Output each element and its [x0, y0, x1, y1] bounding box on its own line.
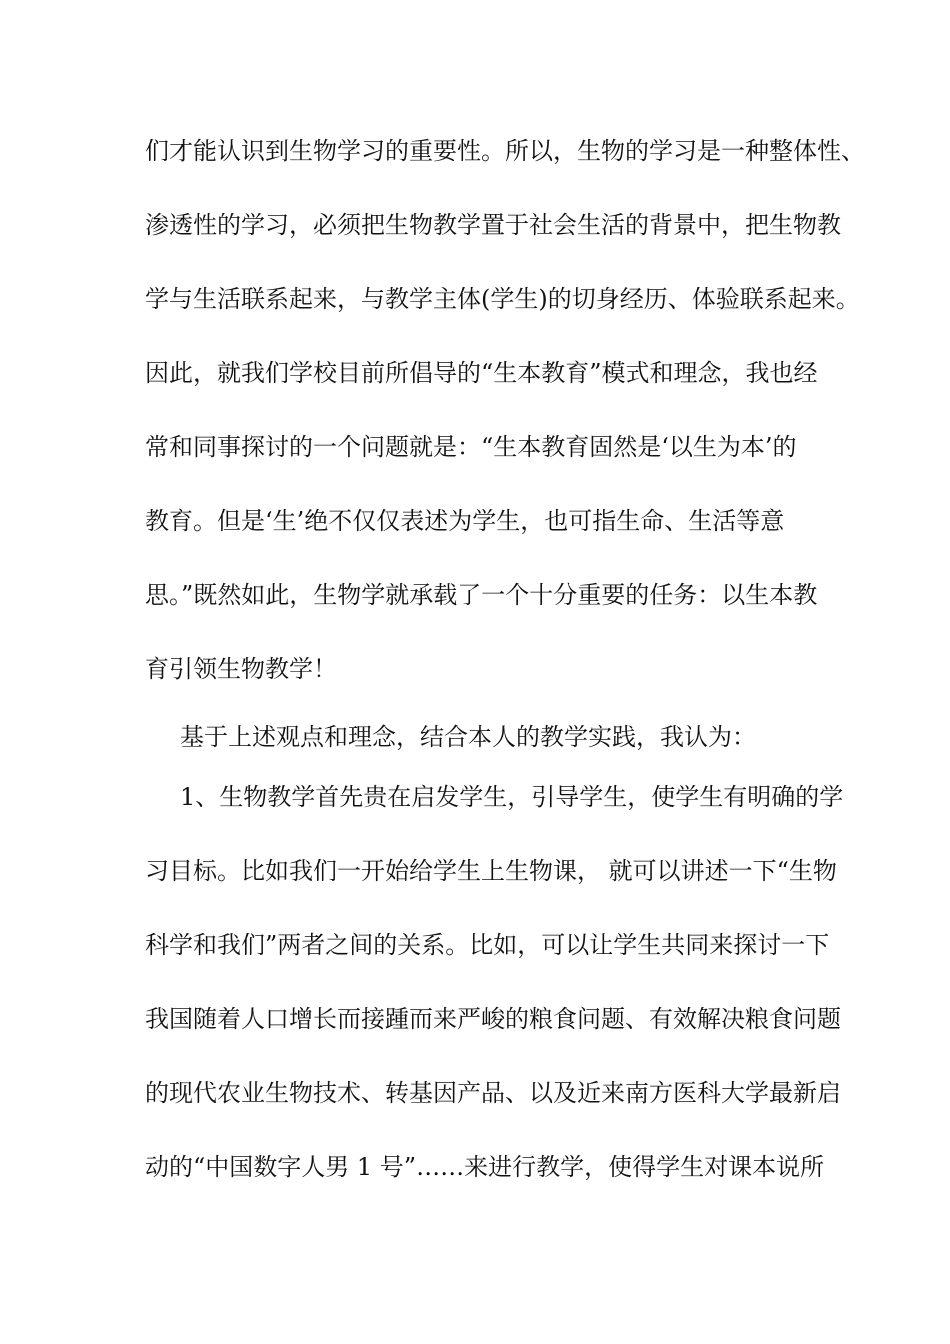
text-line-7: 思。”既然如此，生物学就承载了一个十分重要的任务：以生本教	[145, 581, 818, 609]
text-line-13: 我国随着人口增长而接踵而来严峻的粮食问题、有效解决粮食问题	[145, 1005, 841, 1033]
text-line-5: 常和同事探讨的一个问题就是：“生本教育固然是‘以生为本’的	[145, 433, 797, 461]
text-line-14: 的现代农业生物技术、转基因产品、以及近来南方医科大学最新启	[145, 1079, 841, 1107]
text-line-12: 科学和我们”两者之间的关系。比如，可以让学生共同来探讨一下	[145, 931, 830, 959]
text-line-2: 渗透性的学习，必须把生物教学置于社会生活的背景中，把生物教	[145, 211, 841, 239]
text-line-9: 基于上述观点和理念，结合本人的教学实践，我认为：	[180, 723, 756, 751]
text-line-3: 学与生活联系起来，与教学主体(学生)的切身经历、体验联系起来。	[145, 285, 860, 313]
text-line-8: 育引领生物教学！	[145, 655, 337, 683]
text-line-15: 动的“中国数字人男 1 号”……来进行教学，使得学生对课本说所	[145, 1153, 825, 1181]
text-line-6: 教育。但是‘生’绝不仅仅表述为学生，也可指生命、生活等意	[145, 507, 785, 535]
text-line-10: 1、生物教学首先贵在启发学生，引导学生，使学生有明确的学	[180, 783, 844, 811]
text-line-4: 因此，就我们学校目前所倡导的“生本教育”模式和理念，我也经	[145, 359, 818, 387]
text-line-11: 习目标。比如我们一开始给学生上生物课， 就可以讲述一下“生物	[145, 857, 837, 885]
text-line-1: 们才能认识到生物学习的重要性。所以，生物的学习是一种整体性、	[145, 137, 865, 165]
